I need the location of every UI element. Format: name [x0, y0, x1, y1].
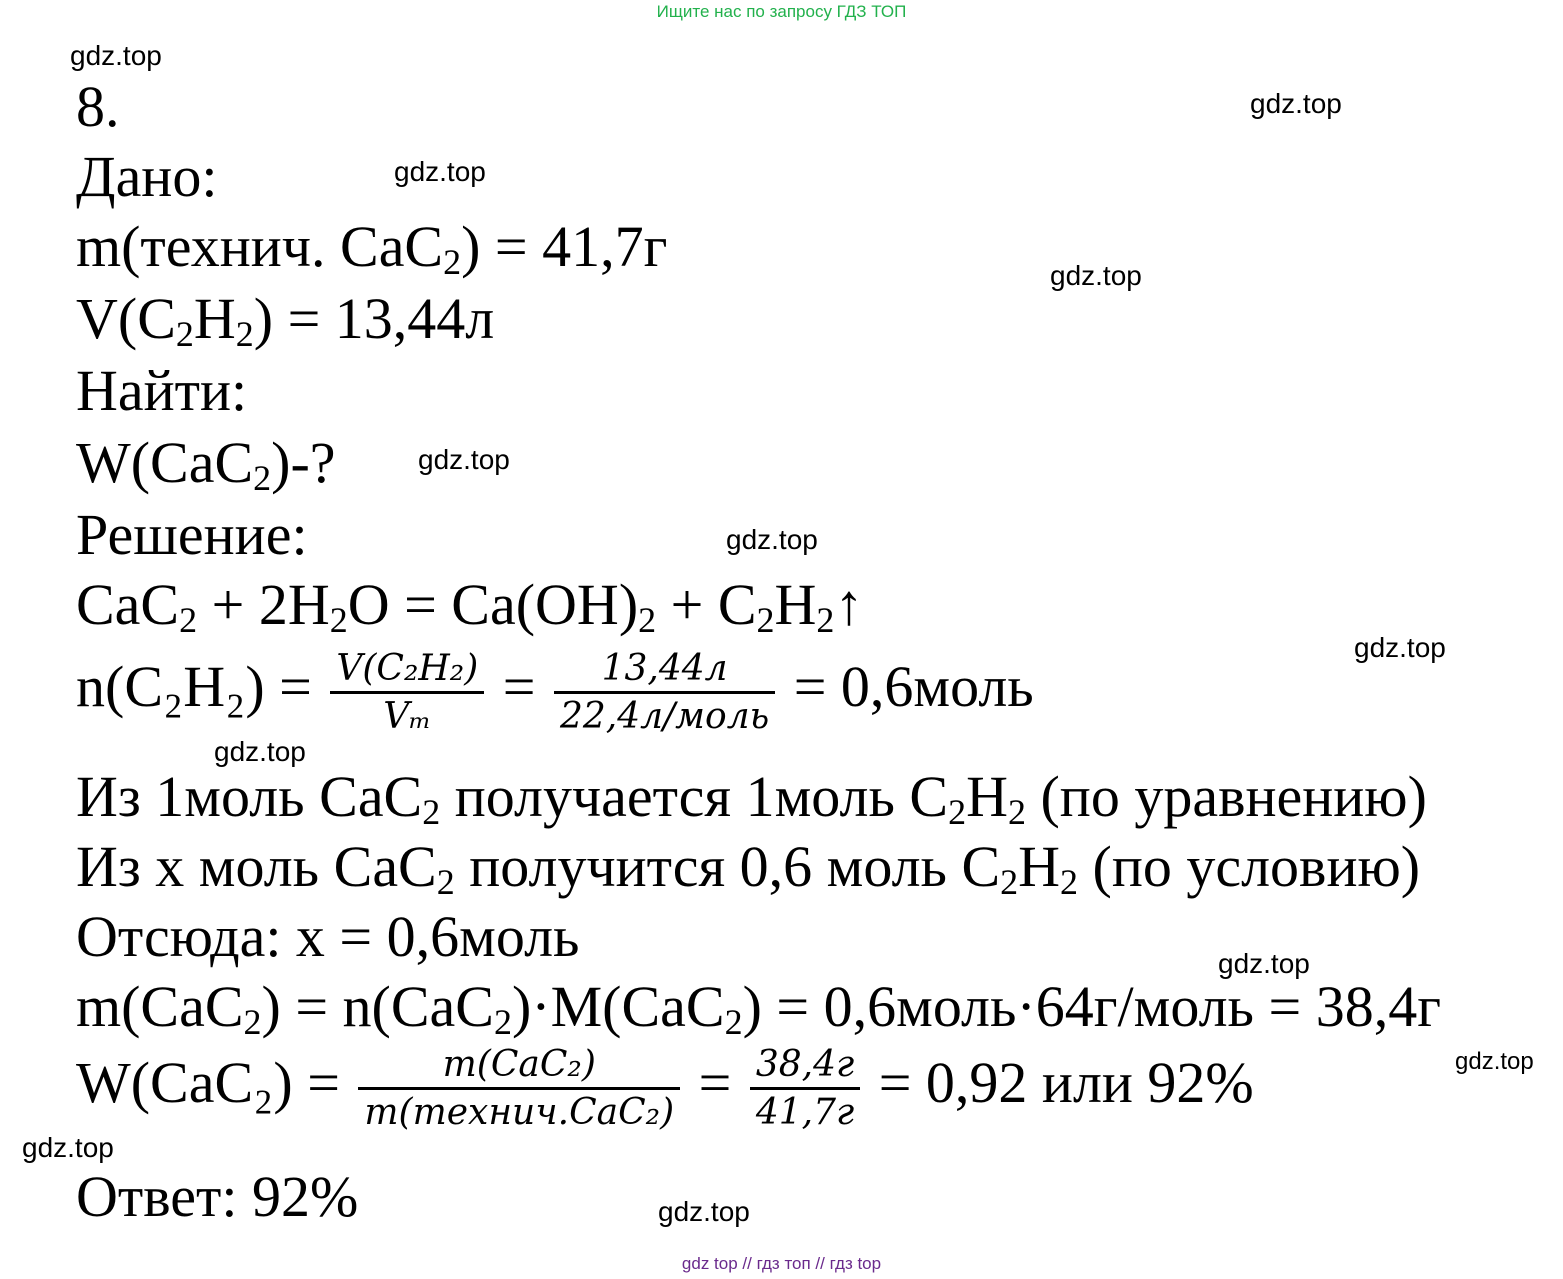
watermark: gdz.top	[1050, 260, 1142, 291]
given-volume-line: $V(C_2H_2) = 13,44л$	[76, 286, 495, 354]
given-mass-line: m(технич. CaC$_2$) = 41,7г	[76, 214, 668, 282]
watermark: gdz.top	[22, 1132, 114, 1163]
watermark: gdz.top	[1218, 948, 1310, 979]
fraction: $\frac{\text{V(C₂H₂)}}{\text{Vₘ}}$	[330, 646, 484, 739]
watermark: gdz.top	[418, 444, 510, 475]
moles-formula: n(C₂H₂) = $\frac{\text{V(C₂H₂)}}{\text{Vₘ}}$ = $\frac{13,44л}{\text{22,4л/моль}}$ = 0,6моль	[76, 648, 1034, 737]
reaction-equation: $CaC_2 + 2H_2O = Ca(OH)_2$ + $C_2H_2↑$	[76, 572, 864, 640]
ratio-equation-line: Из 1моль CaC$_2$ получается 1моль $C_2H_2$ (по уравнению)	[76, 764, 1427, 832]
watermark: gdz.top	[394, 156, 486, 187]
task-number: 8.	[76, 74, 120, 139]
watermark: gdz.top	[1250, 88, 1342, 119]
mass-formula: m(CaC$_2$) = n(CaC$_2$)·M(CaC$_2$) = 0,6моль·64г/моль = 38,4г	[76, 974, 1442, 1042]
find-line: W(CaC$_2$)-?	[76, 430, 336, 498]
solution-heading: Решение:	[76, 502, 308, 567]
fraction-formula: W(CaC₂) = $\frac{\text{m(CaC₂)}}{\text{m(технич.CaC₂)}}$ = $\frac{38,4г}{41,7г}$ = 0,92 или 92%	[76, 1044, 1254, 1133]
watermark: gdz.top	[214, 736, 306, 767]
fraction: $\frac{13,44л}{\text{22,4л/моль}}$	[554, 646, 775, 739]
find-heading: Найти:	[76, 358, 248, 423]
top-banner: Ищите нас по запросу ГДЗ ТОП	[656, 2, 907, 21]
watermark: gdz.top	[1354, 632, 1446, 663]
answer-line: Ответ: 92%	[76, 1164, 359, 1229]
fraction: $\frac{\text{m(CaC₂)}}{\text{m(технич.CaC₂)}}$	[358, 1042, 680, 1135]
watermark: gdz.top	[726, 524, 818, 555]
watermark: gdz.top	[70, 40, 162, 71]
bottom-banner: gdz top // гдз топ // гдз top	[681, 1254, 882, 1273]
watermark: gdz.top	[1455, 1048, 1534, 1075]
fraction: $\frac{38,4г}{41,7г}$	[750, 1042, 860, 1135]
hence-line: Отсюда: x = 0,6моль	[76, 904, 580, 969]
ratio-condition-line: Из x моль CaC$_2$ получится 0,6 моль $C_2H_2$ (по условию)	[76, 834, 1421, 902]
watermark: gdz.top	[658, 1196, 750, 1227]
given-heading: Дано:	[76, 144, 218, 209]
